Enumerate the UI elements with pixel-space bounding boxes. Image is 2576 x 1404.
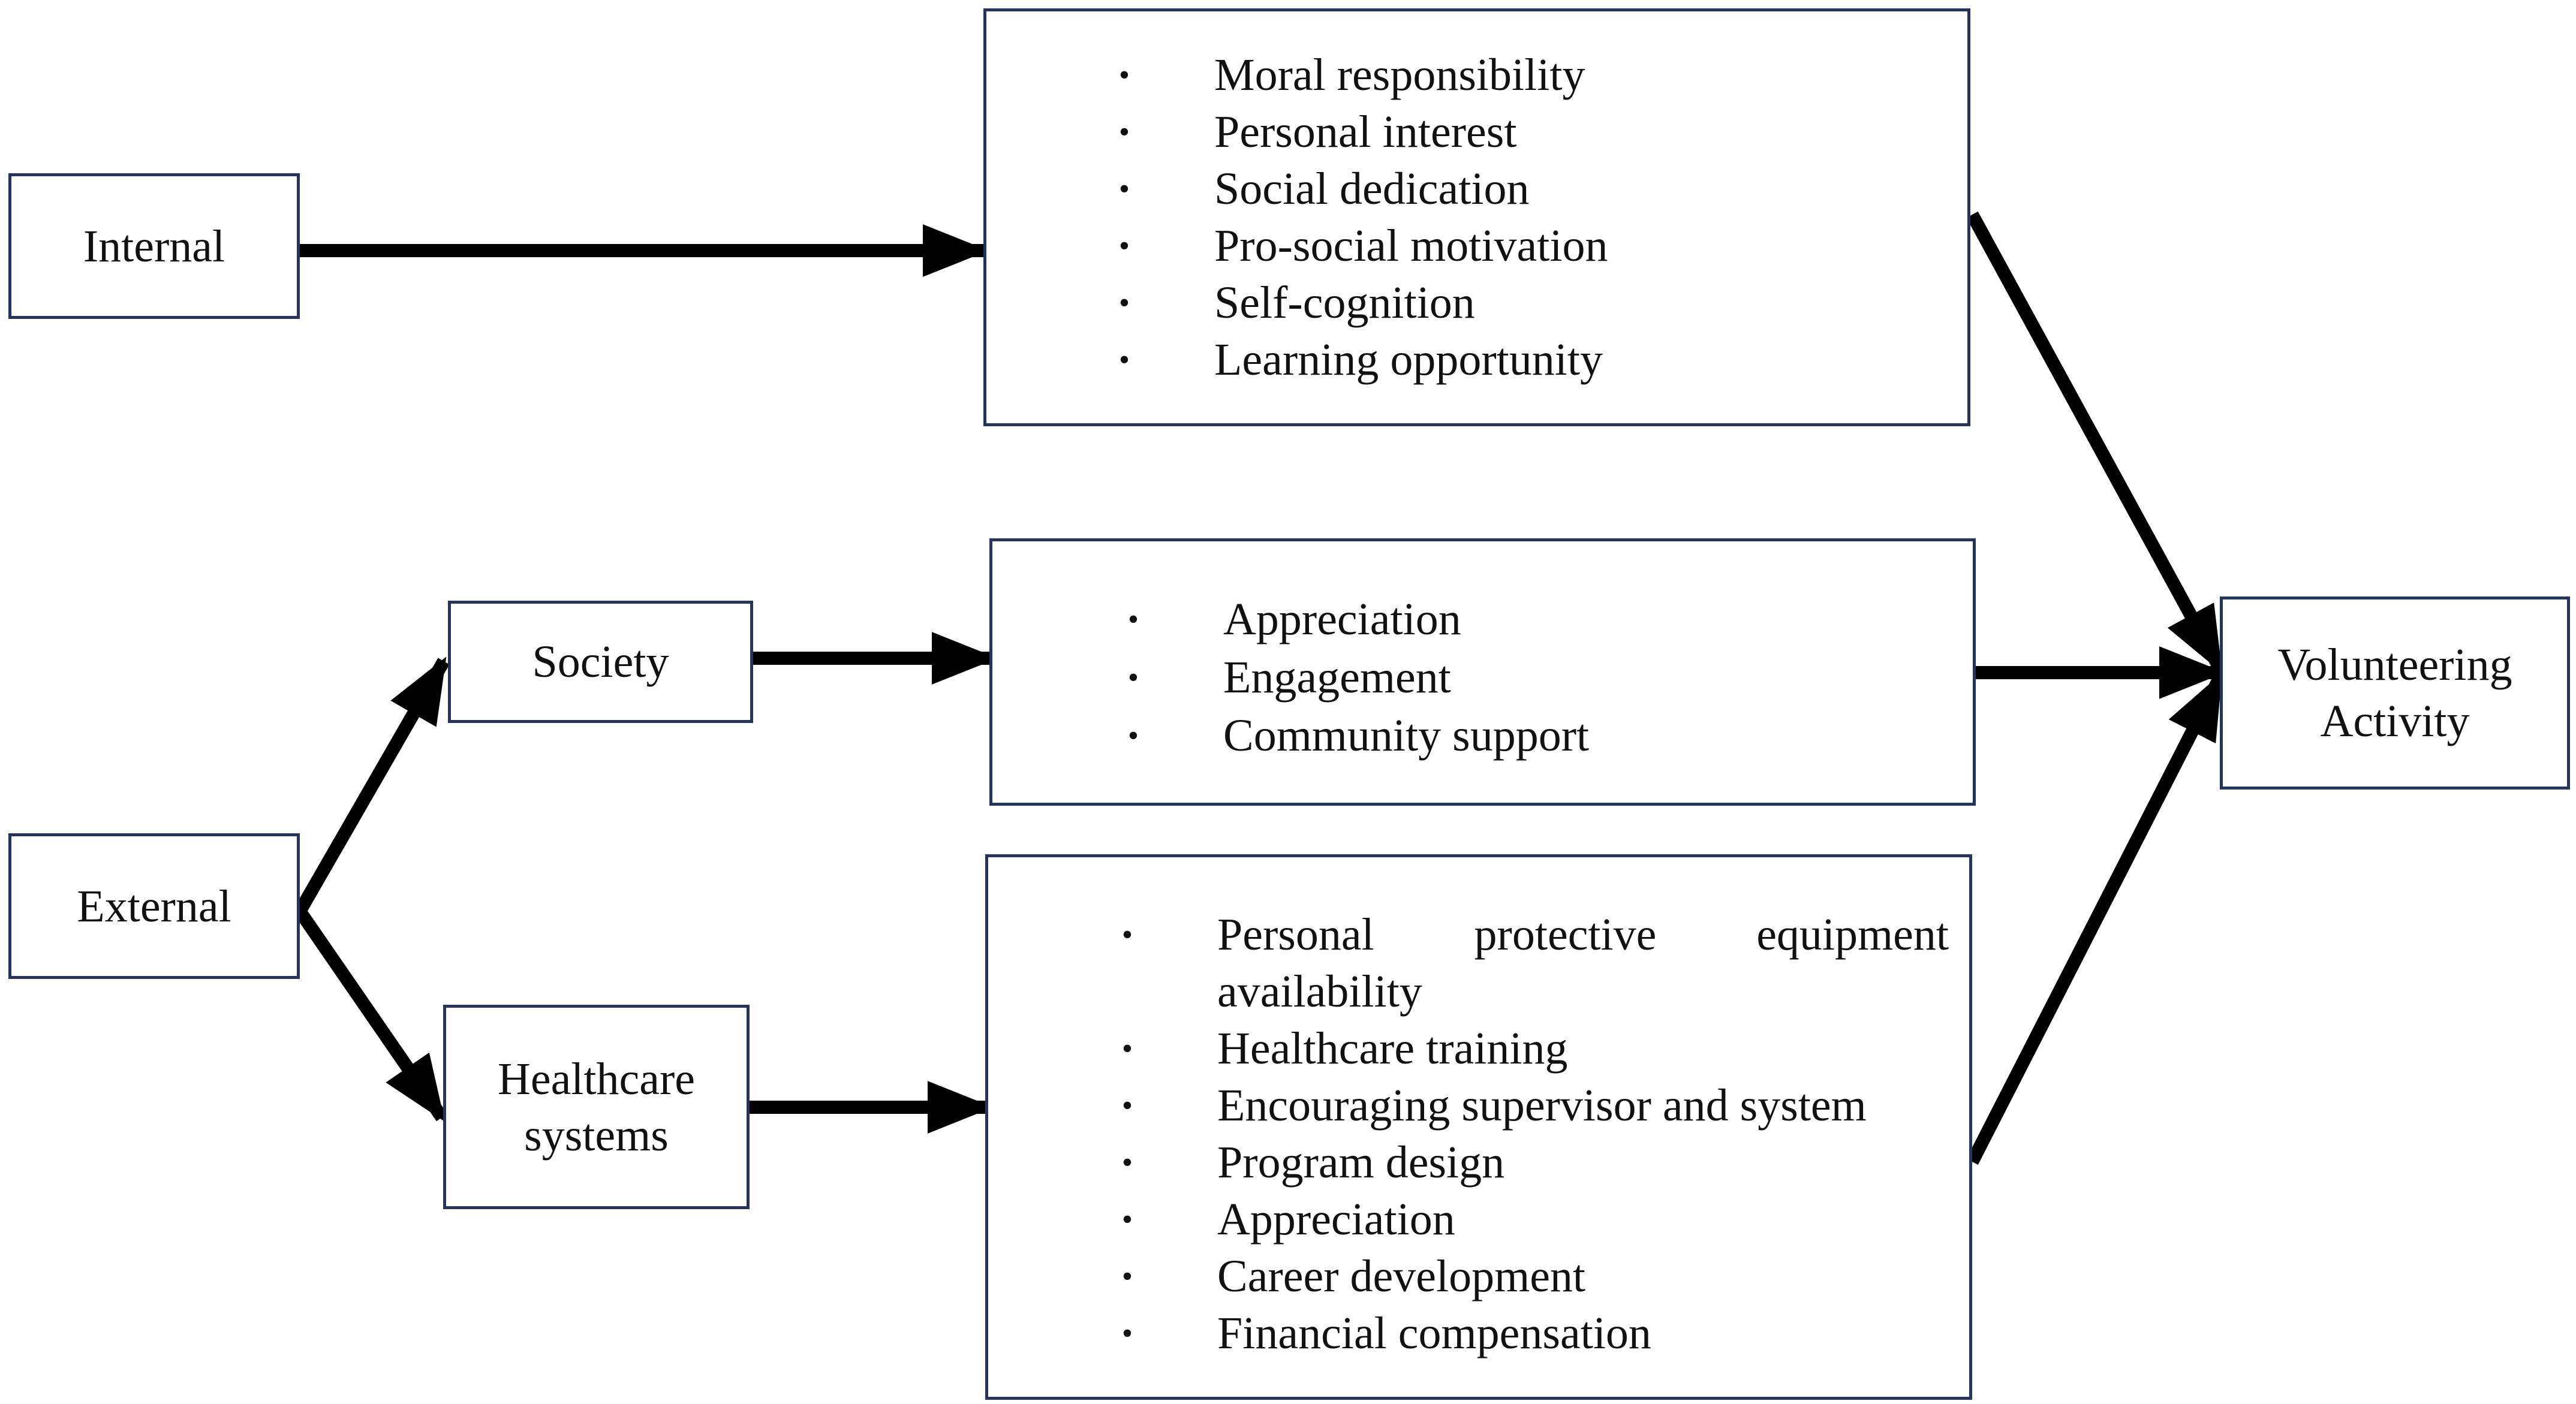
arrow-external-to-society [300,661,444,911]
list-item: • Self-cognition [1118,275,1898,332]
list-item: • Career development [1121,1248,1949,1305]
list-item: • Community support [1127,707,1907,765]
volunteering-label-line1: Volunteering [2277,640,2512,690]
internal-factors-list [1118,47,1898,388]
external-label: External [77,881,231,932]
list-item: • Program design [1121,1134,1949,1191]
arrow-internal-factors-to-volunteering [1972,215,2220,668]
volunteering-label-line2: Activity [2320,696,2470,746]
arrow-healthcare-factors-to-volunteering [1972,677,2220,1162]
wrapped-line: availability [1217,966,1422,1017]
list-item: • Appreciation [1121,1191,1949,1248]
list-item [1121,906,1949,1020]
internal-label: Internal [83,221,225,272]
list-item: • Moral responsibility [1118,47,1898,104]
healthcare-label-line2: systems [524,1110,669,1161]
list-item: • Pro-social motivation [1118,218,1898,275]
list-item: • Healthcare training [1121,1020,1949,1077]
arrow-external-to-healthcare [300,911,442,1117]
volunteering-activity-node [2220,596,2570,790]
word: equipment [1756,909,1949,960]
healthcare-factors-box [985,854,1972,1400]
list-item: • Learning opportunity [1118,332,1898,388]
list-item: • Financial compensation [1121,1305,1949,1362]
society-node [448,601,753,723]
list-item: • Appreciation [1127,590,1907,649]
word: • Personal [1217,909,1374,960]
healthcare-systems-node [443,1005,750,1209]
list-item: • Social dedication [1118,161,1898,218]
list-item: • Personal interest [1118,104,1898,161]
society-factors-list [1127,590,1907,765]
healthcare-label-line1: Healthcare [497,1053,696,1104]
word: protective [1474,909,1657,960]
internal-factors-box [983,8,1970,426]
list-item: • Engagement [1127,649,1907,707]
healthcare-factors-list [1121,906,1949,1362]
list-item: • Encouraging supervisor and system [1121,1077,1949,1134]
justified-line [1217,906,1949,963]
external-node [8,833,300,979]
internal-node [8,173,300,319]
society-label: Society [532,637,669,687]
society-factors-box [989,538,1976,806]
